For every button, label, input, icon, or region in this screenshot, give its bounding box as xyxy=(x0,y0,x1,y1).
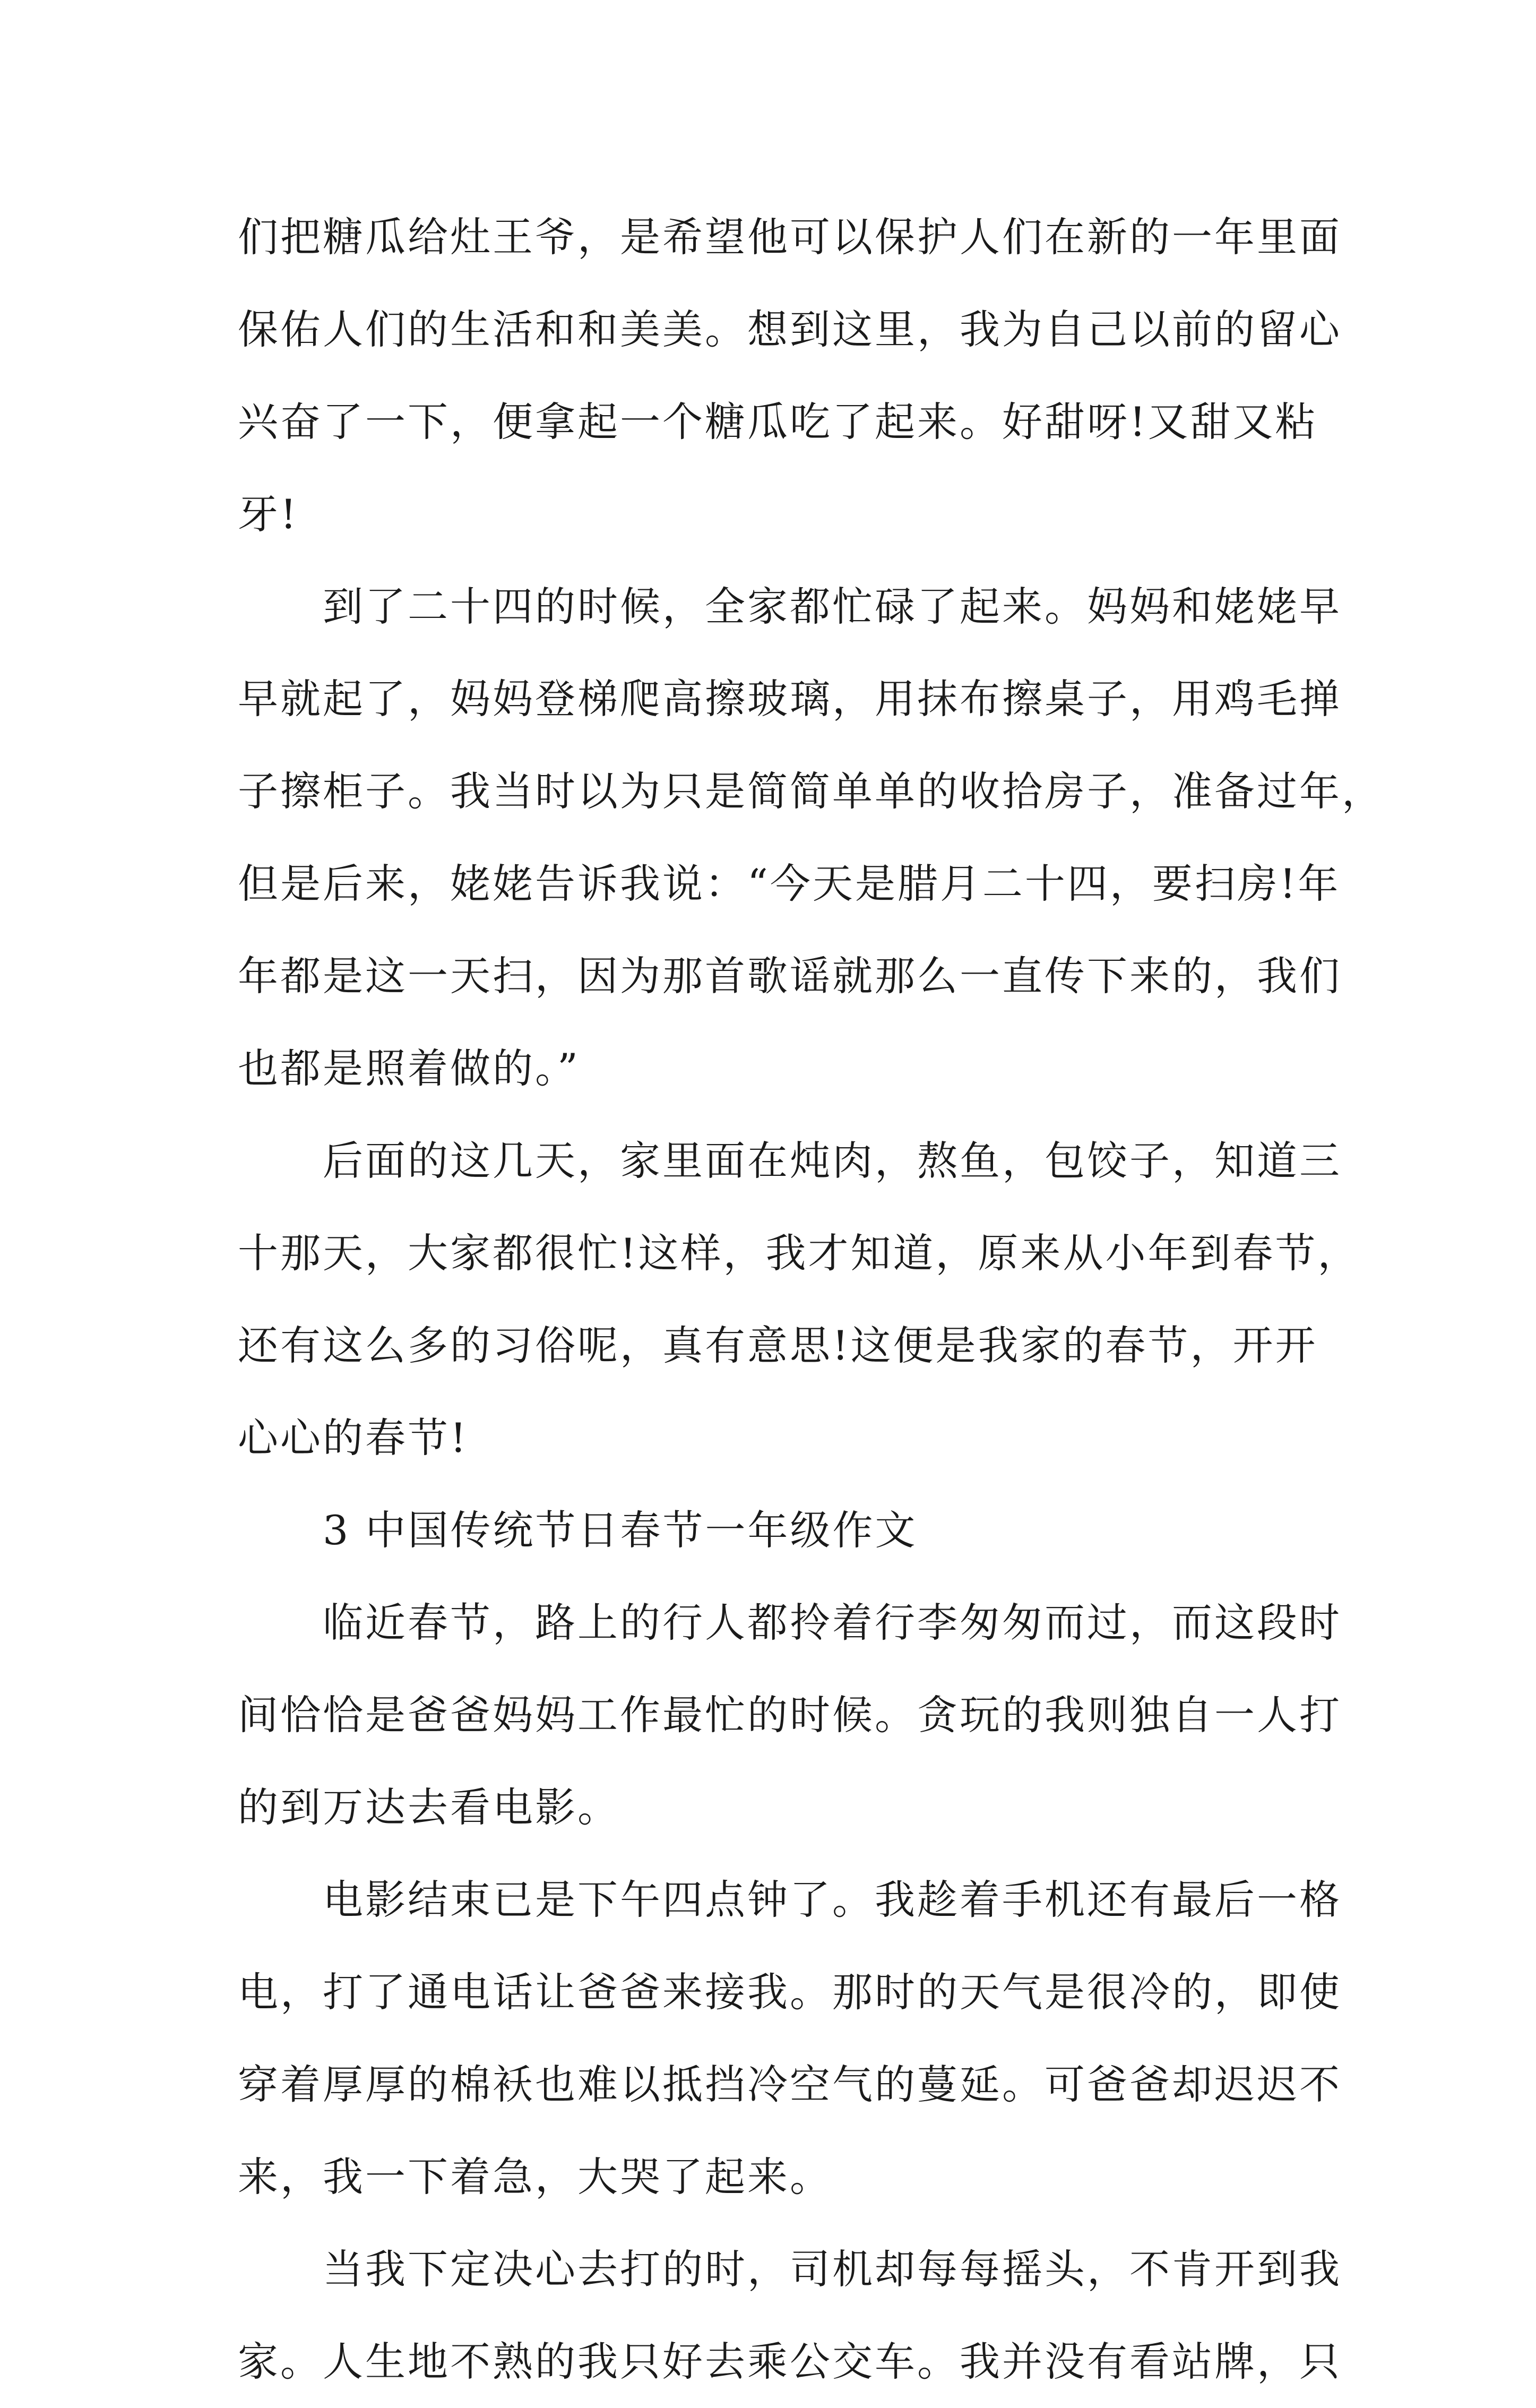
text-line: 的到万达去看电影。 xyxy=(238,1784,620,1831)
text-line: 们把糖瓜给灶王爷，是希望他可以保护人们在新的一年里面 xyxy=(238,213,1342,261)
text-line: 电，打了通电话让爸爸来接我。那时的天气是很冷的，即使 xyxy=(238,1968,1342,2016)
text-line: 心心的春节! xyxy=(238,1414,469,1461)
text-line: 十那天，大家都很忙!这样，我才知道，原来从小年到春节， xyxy=(238,1229,1360,1277)
text-line: 间恰恰是爸爸妈妈工作最忙的时候。贪玩的我则独自一人打 xyxy=(238,1691,1342,1739)
text-line: 但是后来，姥姥告诉我说：“今天是腊月二十四，要扫房!年 xyxy=(238,860,1341,907)
text-line: 家。人生地不熟的我只好去乘公交车。我并没有看站牌，只 xyxy=(238,2338,1342,2385)
paragraph-first-line: 当我下定决心去打的时，司机却每每摇头，不肯开到我 xyxy=(323,2246,1342,2293)
text-line: 也都是照着做的。” xyxy=(238,1045,580,1092)
paragraph-first-line: 电影结束已是下午四点钟了。我趁着手机还有最后一格 xyxy=(323,1876,1342,1923)
text-line: 保佑人们的生活和和美美。想到这里，我为自己以前的留心 xyxy=(238,306,1342,353)
text-line: 兴奋了一下，便拿起一个糖瓜吃了起来。好甜呀!又甜又粘 xyxy=(238,398,1318,445)
text-line: 早就起了，妈妈登梯爬高擦玻璃，用抹布擦桌子，用鸡毛掸 xyxy=(238,675,1342,723)
text-line: 牙! xyxy=(238,491,299,538)
paragraph-first-line: 临近春节，路上的行人都拎着行李匆匆而过，而这段时 xyxy=(323,1599,1342,1646)
section-heading: 3 中国传统节日春节一年级作文 xyxy=(323,1507,918,1554)
text-line: 子擦柜子。我当时以为只是简简单单的收拾房子，准备过年， xyxy=(238,768,1384,815)
text-line: 年都是这一天扫，因为那首歌谣就那么一直传下来的，我们 xyxy=(238,952,1342,1000)
paragraph-first-line: 到了二十四的时候，全家都忙碌了起来。妈妈和姥姥早 xyxy=(323,583,1342,630)
text-line: 穿着厚厚的棉袄也难以抵挡冷空气的蔓延。可爸爸却迟迟不 xyxy=(238,2061,1342,2108)
text-line: 来，我一下着急，大哭了起来。 xyxy=(238,2153,832,2200)
text-line: 还有这么多的习俗呢，真有意思!这便是我家的春节，开开 xyxy=(238,1322,1318,1369)
paragraph-first-line: 后面的这几天，家里面在炖肉，熬鱼，包饺子，知道三 xyxy=(323,1137,1342,1184)
document-body xyxy=(238,191,1384,2408)
